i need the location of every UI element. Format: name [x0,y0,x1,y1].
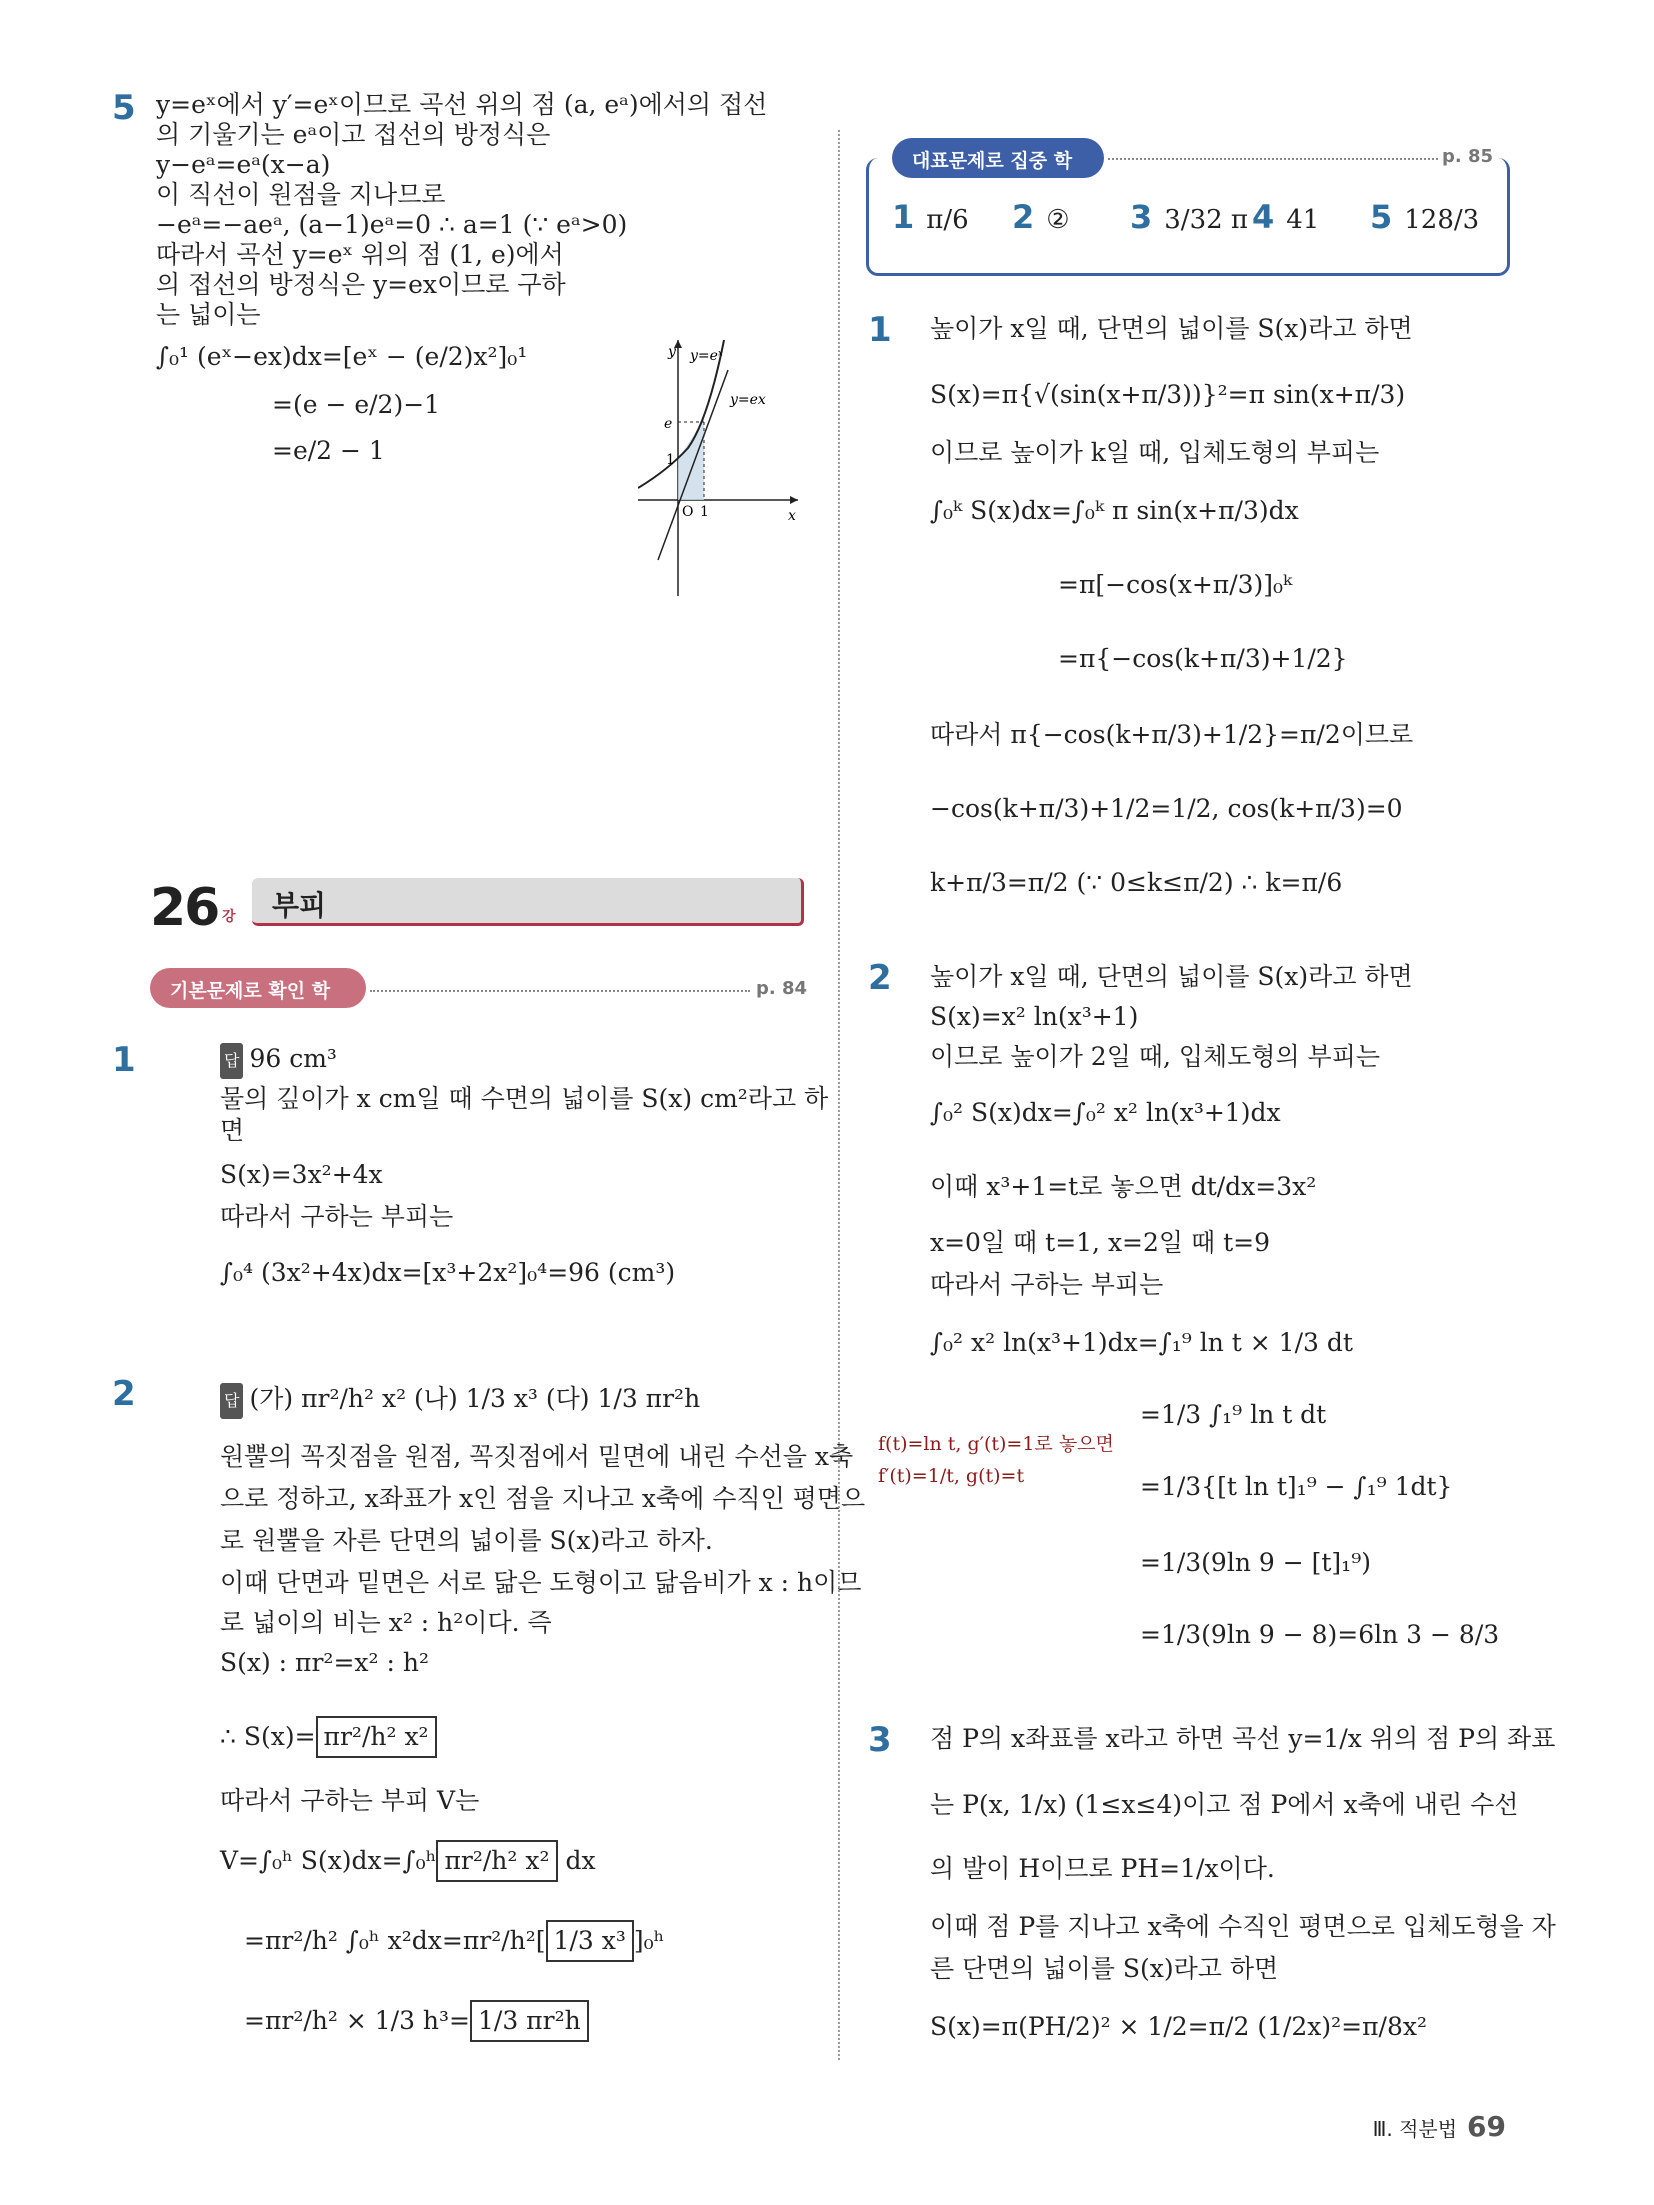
chapter-label: Ⅲ. 적분법 [1372,2117,1458,2141]
x-axis-label: x [788,508,796,524]
curve-label-exp: y=eˣ [690,348,723,364]
answer-item: 4 41 [1252,198,1320,236]
equation-line: =πr²/h² × 1/3 h³= 1/3 πr²h [244,2000,589,2042]
problem-number: 2 [112,1374,136,1414]
page-reference: p. 84 [756,978,808,999]
equation-line: =πr²/h² ∫₀ʰ x²dx=πr²/h²[ 1/3 x³ ]₀ʰ [244,1920,664,1962]
equation-line: S(x)=π(PH/2)² × 1/2=π/2 (1/2x)²=π/8x² [930,2012,1428,2041]
text-line: 이때 단면과 밑면은 서로 닮은 도형이고 닮음비가 x : h이므 [220,1568,862,1597]
text-line: 의 접선의 방정식은 y=ex이므로 구하 [156,270,566,299]
text-line: 면 [220,1116,245,1145]
answer-tag: 답 [220,1383,243,1419]
text-line: y=eˣ에서 y′=eˣ이므로 곡선 위의 점 (a, eᵃ)에서의 접선 [156,90,768,119]
page-footer [1373,2110,1506,2143]
side-note-line: f′(t)=1/t, g(t)=t [878,1465,1025,1487]
side-note-line: f(t)=ln t, g′(t)=1로 놓으면 [878,1433,1114,1455]
section-header [150,878,810,938]
text-line: x=0일 때 t=1, x=2일 때 t=9 [930,1228,1270,1257]
equation-line: =π{−cos(k+π/3)+1/2} [1058,644,1348,673]
text-line: 높이가 x일 때, 단면의 넓이를 S(x)라고 하면 [930,314,1413,343]
curve-label-tangent: y=ex [730,392,766,408]
text-line: 따라서 구하는 부피는 [220,1202,454,1231]
equation-line: 따라서 π{−cos(k+π/3)+1/2}=π/2이므로 [930,720,1414,749]
text-line: 이 직선이 원점을 지나므로 [156,180,446,209]
text-line: 원뿔의 꼭짓점을 원점, 꼭짓점에서 밑면에 내린 수선을 x축 [220,1442,854,1471]
answer-box: 1/3 x³ [546,1920,634,1962]
text-line: 의 기울기는 eᵃ이고 접선의 방정식은 [156,120,551,149]
x-one-label: 1 [700,504,709,520]
text-line: 는 넓이는 [156,300,261,329]
answer-item: 1 π/6 [892,198,969,236]
equation-line: ∫₀ᵏ S(x)dx=∫₀ᵏ π sin(x+π/3)dx [930,496,1299,525]
equation-line: 는 P(x, 1/x) (1≤x≤4)이고 점 P에서 x축에 내린 수선 [930,1790,1519,1819]
answer-item: 3 3/32 π [1130,198,1249,236]
page-reference: p. 85 [1442,146,1494,167]
side-note [878,1428,1114,1492]
equation-line: V=∫₀ʰ S(x)dx=∫₀ʰ πr²/h² x² dx [220,1840,596,1882]
answer-line [220,1382,700,1419]
equation-line: S(x) : πr²=x² : h² [220,1648,429,1677]
answer-value: 96 cm³ [249,1044,337,1073]
dotted-leader [1108,158,1438,160]
answer-item: 5 128/3 [1370,198,1480,236]
text-line: 이므로 높이가 k일 때, 입체도형의 부피는 [930,438,1380,467]
equation-line: S(x)=x² ln(x³+1) [930,1002,1139,1031]
answer-box: πr²/h² x² [436,1840,557,1882]
e-label: e [664,416,673,432]
problem-number: 3 [868,1720,892,1760]
text-line: 른 단면의 넓이를 S(x)라고 하면 [930,1954,1279,1983]
text-line: 이므로 높이가 2일 때, 입체도형의 부피는 [930,1042,1380,1071]
equation-line: =1/3(9ln 9 − [t]₁⁹) [1140,1548,1371,1577]
text-line: y−eᵃ=eᵃ(x−a) [156,150,331,179]
answer-line [220,1042,337,1079]
text-line: 로 넓이의 비는 x² : h²이다. 즉 [220,1608,552,1637]
text-line: 점 P의 x좌표를 x라고 하면 곡선 y=1/x 위의 점 P의 좌표 [930,1724,1556,1753]
equation-line: =1/3 ∫₁⁹ ln t dt [1140,1400,1327,1429]
equation-line: =(e − e/2)−1 [272,390,441,419]
text-line: 따라서 구하는 부피는 [930,1270,1164,1299]
equation-line: =π[−cos(x+π/3)]₀ᵏ [1058,570,1293,599]
equation-line: ∫₀¹ (eˣ−ex)dx=[eˣ − (e/2)x²]₀¹ [156,342,528,371]
text-line: 이때 점 P를 지나고 x축에 수직인 평면으로 입체도형을 자 [930,1912,1556,1941]
equation-line: k+π/3=π/2 (∵ 0≤k≤π/2) ∴ k=π/6 [930,868,1343,897]
y-axis-label: y [668,344,676,360]
answer-value: (가) πr²/h² x² (나) 1/3 x³ (다) 1/3 πr²h [249,1384,701,1413]
equation-line: S(x)=π{√(sin(x+π/3))}²=π sin(x+π/3) [930,380,1406,409]
equation-line: ∫₀⁴ (3x²+4x)dx=[x³+2x²]₀⁴=96 (cm³) [220,1258,676,1287]
equation-line: =1/3{[t ln t]₁⁹ − ∫₁⁹ 1dt} [1140,1472,1453,1501]
origin-label: O [682,504,694,520]
page-number: 69 [1467,2110,1506,2143]
answer-box: πr²/h² x² [316,1716,437,1758]
section-title-bar [252,878,804,926]
representative-practice-badge: 대표문제로 집중 학습 [892,138,1104,178]
equation-line: 이때 x³+1=t로 놓으면 dt/dx=3x² [930,1172,1317,1201]
section-title: 부피 [272,889,327,922]
answer-box: 1/3 πr²h [470,2000,589,2042]
section-number: 26 [150,878,219,938]
text-line: 으로 정하고, x좌표가 x인 점을 지나고 x축에 수직인 평면으 [220,1484,866,1513]
section-gang: 강 [222,909,236,925]
text-line: 따라서 곡선 y=eˣ 위의 점 (1, e)에서 [156,240,564,269]
text-line: 의 발이 H이므로 PH=1/x이다. [930,1854,1275,1883]
problem-number: 2 [868,958,892,998]
text-line: 높이가 x일 때, 단면의 넓이를 S(x)라고 하면 [930,962,1413,991]
equation-line: S(x)=3x²+4x [220,1160,383,1189]
basic-practice-badge: 기본문제로 확인 학습 [150,968,366,1008]
exponential-tangent-graph [638,340,808,596]
text-line: 물의 깊이가 x cm일 때 수면의 넓이를 S(x) cm²라고 하 [220,1084,829,1113]
dotted-leader [370,990,750,992]
equation-line: ∫₀² x² ln(x³+1)dx=∫₁⁹ ln t × 1/3 dt [930,1328,1353,1357]
equation-line: ∫₀² S(x)dx=∫₀² x² ln(x³+1)dx [930,1098,1281,1127]
column-divider [838,130,840,2060]
equation-line: −cos(k+π/3)+1/2=1/2, cos(k+π/3)=0 [930,794,1403,823]
answer-tag: 답 [220,1043,243,1079]
equation-line: ∴ S(x)= πr²/h² x² [220,1716,437,1758]
problem-number: 1 [112,1040,136,1080]
one-label: 1 [666,452,675,468]
text-line: 로 원뿔을 자른 단면의 넓이를 S(x)라고 하자. [220,1526,713,1555]
text-line: 따라서 구하는 부피 V는 [220,1786,480,1815]
equation-line: =e/2 − 1 [272,436,385,465]
equation-line: =1/3(9ln 9 − 8)=6ln 3 − 8/3 [1140,1620,1500,1649]
problem-number: 5 [112,88,136,128]
text-line: −eᵃ=−aeᵃ, (a−1)eᵃ=0 ∴ a=1 (∵ eᵃ>0) [156,210,628,239]
answer-item: 2 ② [1012,198,1070,236]
problem-number: 1 [868,310,892,350]
